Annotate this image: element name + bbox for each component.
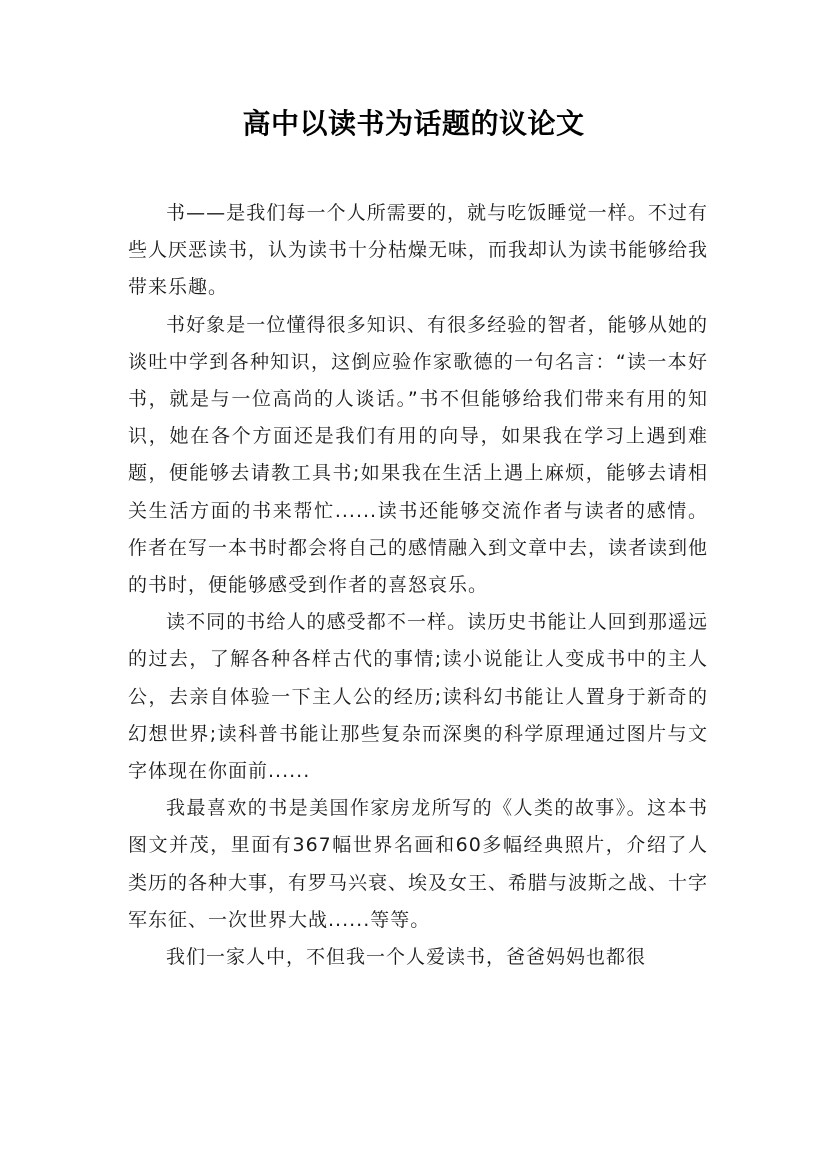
paragraph-3: 读不同的书给人的感受都不一样。读历史书能让人回到那遥远的过去，了解各种各样古代的事情;读小说能让人变成书中的主人公，去亲自体验一下主人公的经历;读科幻书能让人置身于新奇的幻想世界;读科普书能让那些复杂而深奥的科学原理通过图片与文字体现在你面前...... [128,611,708,783]
document-body [128,195,708,976]
paragraph-4: 我最喜欢的书是美国作家房龙所写的《人类的故事》。这本书图文并茂，里面有367幅世界名画和60多幅经典照片，介绍了人类历的各种大事，有罗马兴衰、埃及女王、希腊与波斯之战、十字军东征、一次世界大战......等等。 [128,797,709,931]
paragraph-1: 书——是我们每一个人所需要的，就与吃饭睡觉一样。不过有些人厌恶读书，认为读书十分枯燥无味，而我却认为读书能够给我带来乐趣。 [128,202,709,299]
paragraph-2: 书好象是一位懂得很多知识、有很多经验的智者，能够从她的谈吐中学到各种知识，这倒应验作家歌德的一句名言：“读一本好书，就是与一位高尚的人谈话。”书不但能够给我们带来有用的知识，她在各个方面还是我们有用的向导，如果我在学习上遇到难题，便能够去请教工具书;如果我在生活上遇上麻烦，能够去请相关生活方面的书来帮忙......读书还能够交流作者与读者的感情。作者在写一本书时都会将自己的感情融入到文章中去，读者读到他的书时，便能够感受到作者的喜怒哀乐。 [128,313,709,597]
paragraph-5: 我们一家人中，不但我一个人爱读书，爸爸妈妈也都很 [166,946,647,969]
page-title: 高中以读书为话题的议论文 [242,107,585,140]
